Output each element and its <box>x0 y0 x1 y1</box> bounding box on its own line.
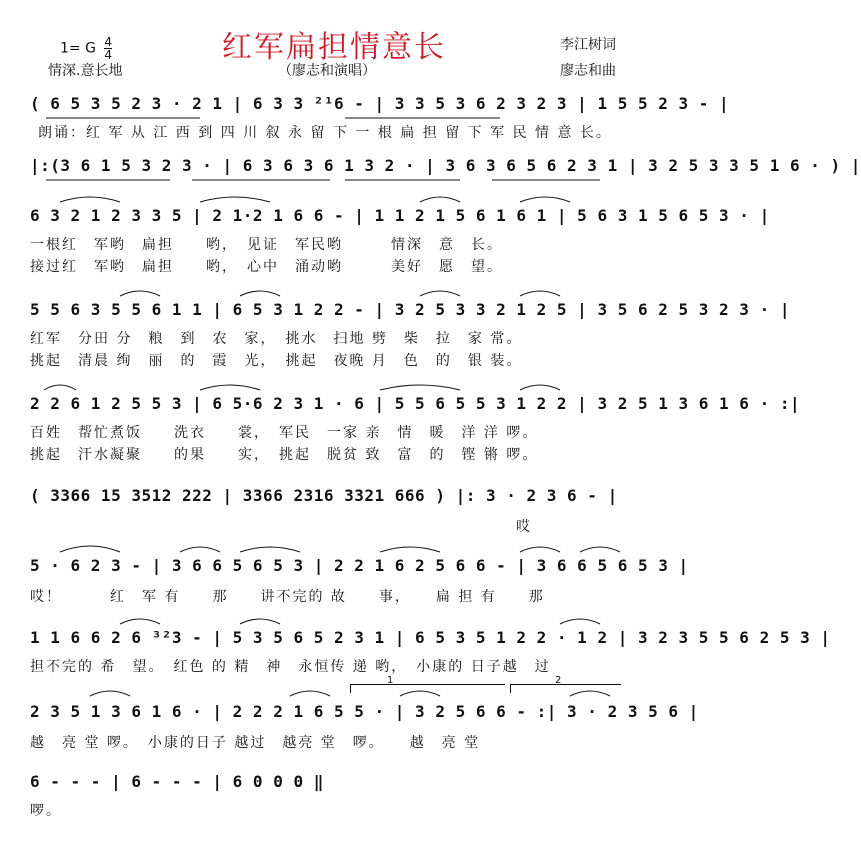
slur <box>44 385 76 390</box>
slur <box>90 691 130 696</box>
slur <box>200 385 260 390</box>
slur <box>580 547 620 552</box>
score-row-2-notes: |:(3 6 1 5 3 2 3 · | 6 3 6 3 6 1 3 2 · | 3 6 3 6 5 6 2 3 1 | 3 2 5 3 3 5 1 6 · ) | <box>30 156 861 175</box>
score-row-4-lyric-2: 挑起 清晨 绚 丽 的 霞 光， 挑起 夜晚 月 色 的 银 装。 <box>30 353 523 369</box>
score-row-8-lyric: 担不完的 希 望。 红色 的 精 神 永恒传 递 哟， 小康的 日子越 过 <box>30 659 551 675</box>
slur <box>520 197 570 202</box>
key-label: 1= G <box>60 40 96 57</box>
slur <box>570 691 610 696</box>
score-row-6-lyric: 哎 <box>516 519 532 535</box>
score-row-4-lyric-1: 红军 分田 分 粮 到 农 家， 挑水 扫地 劈 柴 拉 家 常。 <box>30 331 523 347</box>
score-row-10-lyric: 啰。 <box>30 803 62 819</box>
volta-2-label: 2 <box>555 675 562 686</box>
volta-1-label: 1 <box>387 675 394 686</box>
composer: 廖志和曲 <box>560 63 616 79</box>
score-row-10-notes: 6 - - - | 6 - - - | 6 0 0 0 ‖ <box>30 772 324 791</box>
score-row-5-lyric-2: 挑起 汗水凝聚 的果 实， 挑起 脱贫 致 富 的 铿 锵 啰。 <box>30 447 539 463</box>
slur <box>520 291 560 296</box>
time-bottom: 4 <box>104 48 113 62</box>
slur <box>60 546 120 552</box>
slur <box>380 547 440 552</box>
slur <box>180 547 220 552</box>
score-row-9-lyric: 越 亮 堂 啰。 小康的日子 越过 越亮 堂 啰。 越 亮 堂 <box>30 735 481 751</box>
score-row-4-notes: 5 5 6 3 5 5 6 1 1 | 6 5 3 1 2 2 - | 3 2 5 3 3 2 1 2 5 | 3 5 6 2 5 3 2 3 · | <box>30 300 790 319</box>
slur <box>400 691 440 696</box>
slur <box>290 691 330 696</box>
score-row-3-lyric-2: 接过红 军哟 扁担 哟， 心中 涌动哟 美好 愿 望。 <box>30 259 503 275</box>
slur <box>240 619 280 624</box>
slur <box>520 547 560 552</box>
score-row-3-lyric-1: 一根红 军哟 扁担 哟， 见证 军民哟 情深 意 长。 <box>30 237 503 253</box>
score-row-9-notes: 2 3 5 1 3 6 1 6 · | 2 2 2 1 6 5 5 · | 3 2 5 6 6 - :| 3 · 2 3 5 6 | <box>30 702 699 721</box>
score-row-7-notes: 5 · 6 2 3 - | 3 6 6 5 6 5 3 | 2 2 1 6 2 5 6 6 - | 3 6 6 5 6 5 3 | <box>30 556 689 575</box>
slur <box>420 197 460 202</box>
score-row-1-notes: ( 6 5 3 5 2 3 · 2 1 | 6 3 3 ²¹6 - | 3 3 5 3 6 2 3 2 3 | 1 5 5 2 3 - | <box>30 94 730 113</box>
slur <box>520 385 560 390</box>
score-row-7-lyric: 哎！ 红 军 有 那 讲不完的 故 事， 扁 担 有 那 <box>30 589 545 605</box>
slur <box>240 291 280 296</box>
slur <box>200 197 270 202</box>
time-top: 4 <box>104 35 113 49</box>
score-row-5-notes: 2 2 6 1 2 5 5 3 | 6 5·6 2 3 1 · 6 | 5 5 6 5 5 3 1 2 2 | 3 2 5 1 3 6 1 6 · :| <box>30 394 801 413</box>
score-row-1-lyric: 朗诵：红 军 从 江 西 到 四 川 叙 永 留 下 一 根 扁 担 留 下 军 民 情 意 长。 <box>38 125 612 141</box>
slur <box>60 197 120 202</box>
score-row-3-notes: 6 3 2 1 2 3 3 5 | 2 1·2 1 6 6 - | 1 1 2 1 5 6 1 6 1 | 5 6 3 1 5 6 5 3 · | <box>30 206 770 225</box>
score-row-8-notes: 1 1 6 6 2 6 ³²3 - | 5 3 5 6 5 2 3 1 | 6 5 3 5 1 2 2 · 1 2 | 3 2 3 5 5 6 2 5 3 | <box>30 628 831 647</box>
slur <box>560 619 600 624</box>
slur <box>420 291 460 296</box>
score-row-6-notes: ( 3366 15 3512 222 | 3366 2316 3321 666 ) |: 3 · 2 3 6 - | <box>30 486 618 505</box>
lyricist: 李江树词 <box>560 37 616 53</box>
slur <box>380 385 460 390</box>
score-row-5-lyric-1: 百姓 帮忙煮饭 洗衣 裳， 军民 一家 亲 情 暖 洋 洋 啰。 <box>30 425 539 441</box>
slur <box>120 291 160 296</box>
tempo-mood: 情深.意长地 <box>48 63 123 79</box>
performers: （廖志和演唱） <box>278 63 376 79</box>
song-title: 红军扁担情意长 <box>222 30 446 65</box>
slur <box>120 619 160 624</box>
slur <box>240 547 300 552</box>
